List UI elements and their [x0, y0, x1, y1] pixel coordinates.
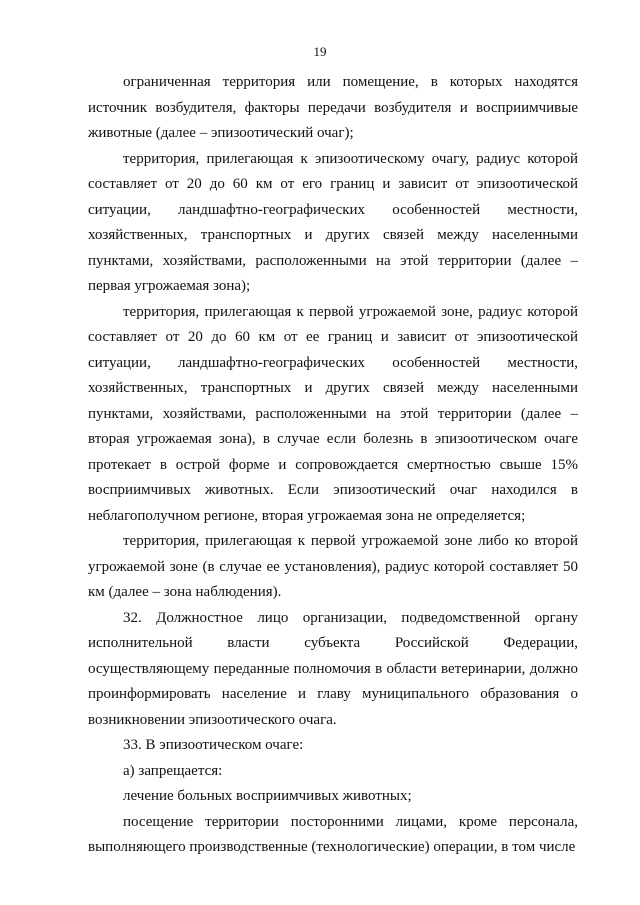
- paragraph-first-threat-zone: территория, прилегающая к эпизоотическому очагу, радиус которой составляет от 20 до 60 км от его границ и зависит от эпизоотической ситуации, ландшафтно-географических особенностей местности, хозяйственных, транспортных и других связей между населенными пунктами, хозяйствами, расположенными на этой территории (далее – первая угрожаемая зона);: [88, 150, 578, 294]
- paragraph-treatment: лечение больных восприимчивых животных;: [123, 788, 412, 804]
- paragraph-epizootic-focus: ограниченная территория или помещение, в которых находятся источник возбудителя, факторы передачи возбудителя и восприимчивые животные (далее – эпизоотический очаг);: [88, 74, 578, 141]
- paragraph-second-threat-zone: территория, прилегающая к первой угрожаемой зоне, радиус которой составляет от 20 до 60 км от ее границ и зависит от эпизоотической ситуации, ландшафтно-географических особенностей местности, хозяйственных, транспортных и других связей между населенными пунктами, хозяйствами, расположенными на этой территории (далее – вторая угрожаемая зона), в случае если болезнь в эпизоотическом очаге протекает в острой форме и сопровождается смертностью свыше 15% восприимчивых животных. Если эпизоотический очаг находился в неблагополучном регионе, вторая угрожаемая зона не определяется;: [88, 303, 578, 524]
- paragraph-observation-zone: территория, прилегающая к первой угрожаемой зоне либо ко второй угрожаемой зоне (в случае ее установления), радиус которой составляет 50 км (далее – зона наблюдения).: [88, 533, 578, 600]
- paragraph-item-32: 32. Должностное лицо организации, подведомственной органу исполнительной власти субъекта Российской Федерации, осуществляющему переданные полномочия в области ветеринарии, должно проинформировать население и главу муниципального образования о возникновении эпизоотического очага.: [88, 609, 578, 728]
- page-number: 19: [313, 44, 327, 59]
- paragraph-visiting: посещение территории посторонними лицами, кроме персонала, выполняющего производственные (технологические) операции, в том числе: [88, 813, 578, 855]
- paragraph-item-33: 33. В эпизоотическом очаге:: [123, 737, 304, 753]
- paragraph-subitem-a: а) запрещается:: [123, 762, 223, 779]
- document-body: [88, 70, 578, 861]
